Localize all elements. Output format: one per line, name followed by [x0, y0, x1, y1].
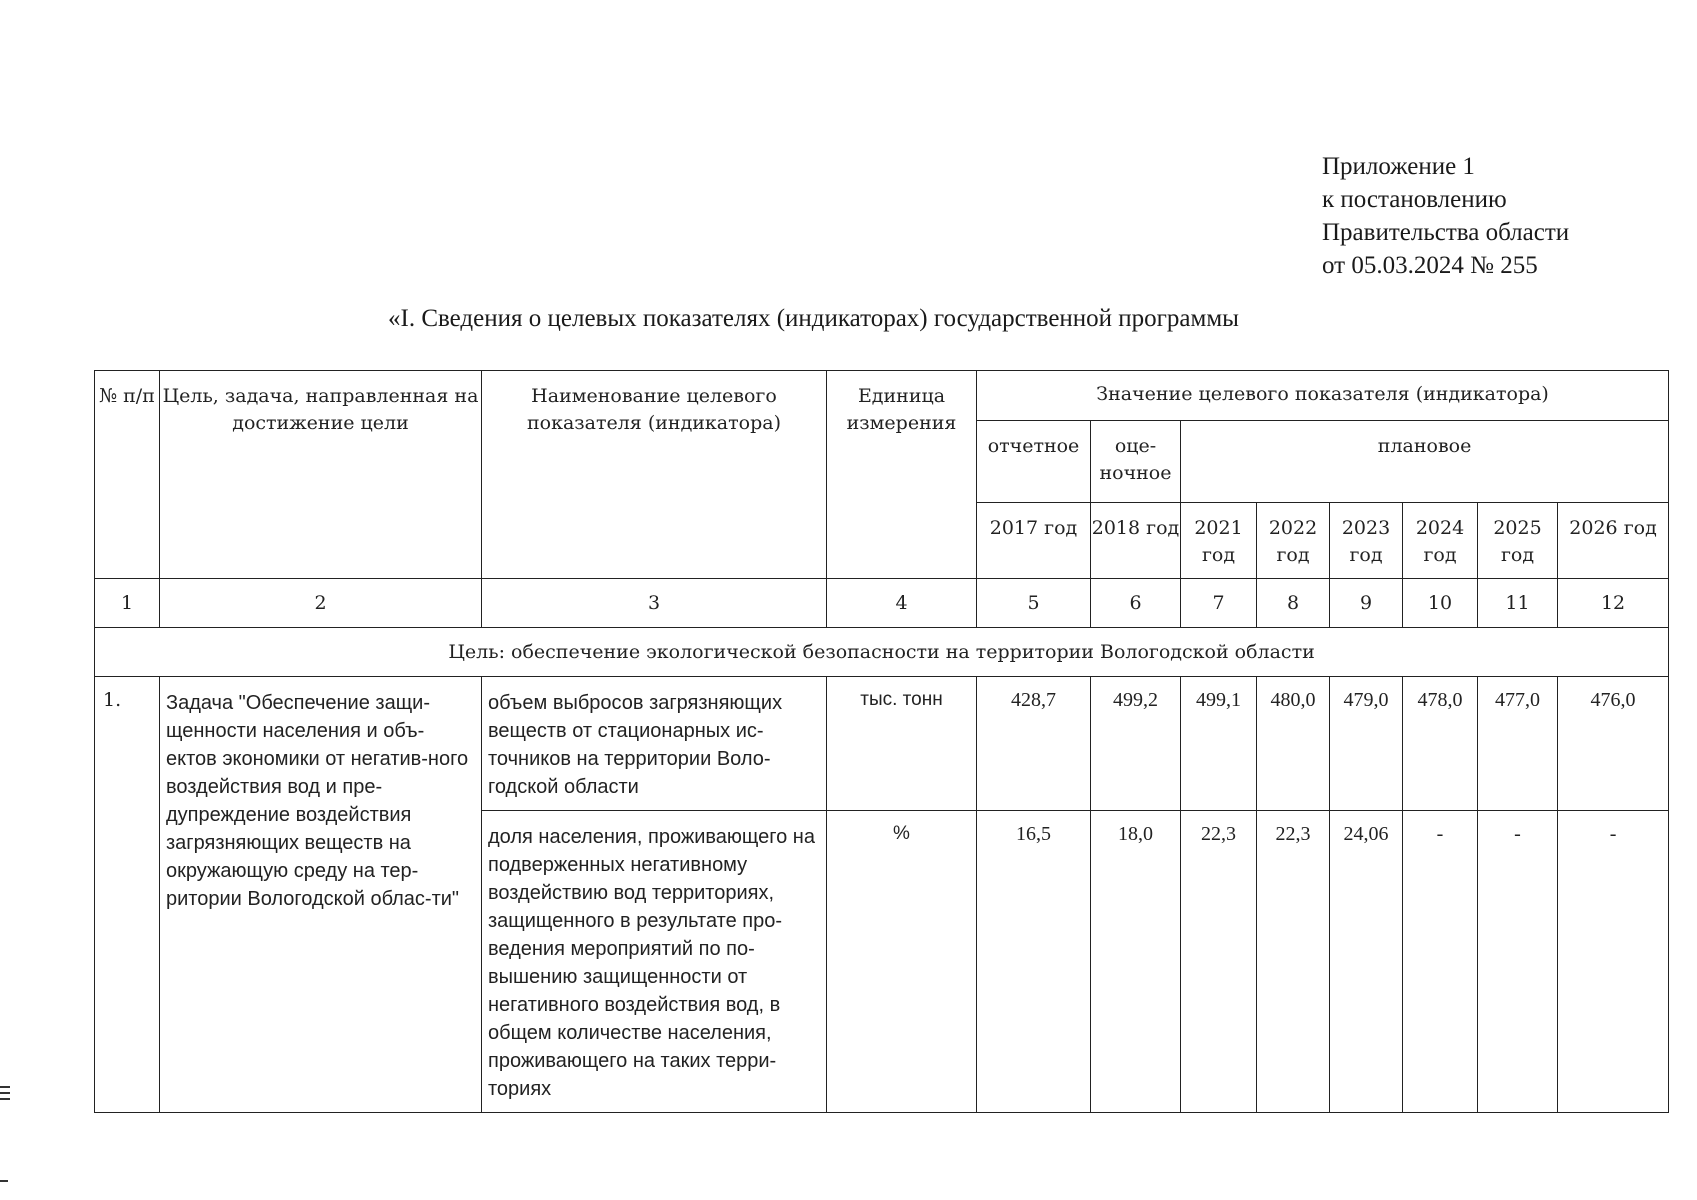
- value-cell: 480,0: [1257, 677, 1330, 811]
- task-cell: Задача "Обеспечение защи-щенности населения и объ-ектов экономики от негатив-ного воздействия вод и пре-дупреждение воздействия загрязняющих веществ на окружающую среду на тер-ритории Вологодской облас-ти": [160, 677, 482, 1113]
- value-cell: 499,2: [1091, 677, 1181, 811]
- value-cell: 476,0: [1558, 677, 1669, 811]
- column-number: 7: [1181, 579, 1257, 628]
- column-number: 5: [977, 579, 1091, 628]
- header-indicator-name: Наименование целевого показателя (индикатора): [482, 371, 827, 579]
- value-cell: 18,0: [1091, 811, 1181, 1113]
- appendix-line-3: Правительства области: [1322, 219, 1570, 246]
- margin-mark: [0, 1098, 10, 1100]
- column-number: 12: [1558, 579, 1669, 628]
- value-cell: 22,3: [1181, 811, 1257, 1113]
- value-cell: 499,1: [1181, 677, 1257, 811]
- column-number: 6: [1091, 579, 1181, 628]
- header-year: 2022 год: [1257, 503, 1330, 579]
- header-year: 2021 год: [1181, 503, 1257, 579]
- value-cell: -: [1478, 811, 1558, 1113]
- value-cell: 478,0: [1403, 677, 1478, 811]
- header-value-group: Значение целевого показателя (индикатора): [977, 371, 1669, 421]
- unit-cell: тыс. тонн: [827, 677, 977, 811]
- header-reported: отчетное: [977, 421, 1091, 503]
- value-cell: 16,5: [977, 811, 1091, 1113]
- header-num: № п/п: [95, 371, 160, 579]
- column-number: 10: [1403, 579, 1478, 628]
- column-number: 8: [1257, 579, 1330, 628]
- column-number: 11: [1478, 579, 1558, 628]
- header-year: 2018 год: [1091, 503, 1181, 579]
- margin-mark: [0, 1086, 10, 1088]
- indicator-cell: объем выбросов загрязняющих веществ от стационарных ис-точников на территории Воло-годской области: [482, 677, 827, 811]
- row-number: 1.: [95, 677, 160, 1113]
- column-number: 1: [95, 579, 160, 628]
- appendix-line-1: Приложение 1: [1322, 153, 1475, 180]
- value-cell: 479,0: [1330, 677, 1403, 811]
- header-planned: плановое: [1181, 421, 1669, 503]
- margin-mark: [0, 1092, 10, 1094]
- header-year: 2023 год: [1330, 503, 1403, 579]
- value-cell: -: [1403, 811, 1478, 1113]
- unit-cell: %: [827, 811, 977, 1113]
- header-year: 2025 год: [1478, 503, 1558, 579]
- column-number: 9: [1330, 579, 1403, 628]
- value-cell: -: [1558, 811, 1669, 1113]
- indicators-table: [94, 370, 1669, 1113]
- appendix-line-4: от 05.03.2024 № 255: [1322, 252, 1538, 279]
- header-goal-task: Цель, задача, направленная на достижение цели: [160, 371, 482, 579]
- value-cell: 24,06: [1330, 811, 1403, 1113]
- document-title: «I. Сведения о целевых показателях (индикаторах) государственной программы: [388, 305, 1239, 332]
- margin-mark: [0, 1180, 8, 1182]
- indicator-cell: доля населения, проживающего на подверженных негативному воздействию вод территориях, защищенного в результате про-ведения мероприятий по по-вышению защищенности от негативного воздействия вод, в общем количестве населения, проживающего на таких терри-ториях: [482, 811, 827, 1113]
- header-year: 2024 год: [1403, 503, 1478, 579]
- header-year: 2017 год: [977, 503, 1091, 579]
- column-number: 4: [827, 579, 977, 628]
- header-unit: Единица измерения: [827, 371, 977, 579]
- appendix-line-2: к постановлению: [1322, 186, 1507, 213]
- header-year: 2026 год: [1558, 503, 1669, 579]
- goal-row: Цель: обеспечение экологической безопасности на территории Вологодской области: [95, 628, 1669, 677]
- header-estimated: оце-ночное: [1091, 421, 1181, 503]
- column-number: 3: [482, 579, 827, 628]
- value-cell: 22,3: [1257, 811, 1330, 1113]
- value-cell: 477,0: [1478, 677, 1558, 811]
- appendix-block: [1322, 150, 1569, 282]
- column-number: 2: [160, 579, 482, 628]
- value-cell: 428,7: [977, 677, 1091, 811]
